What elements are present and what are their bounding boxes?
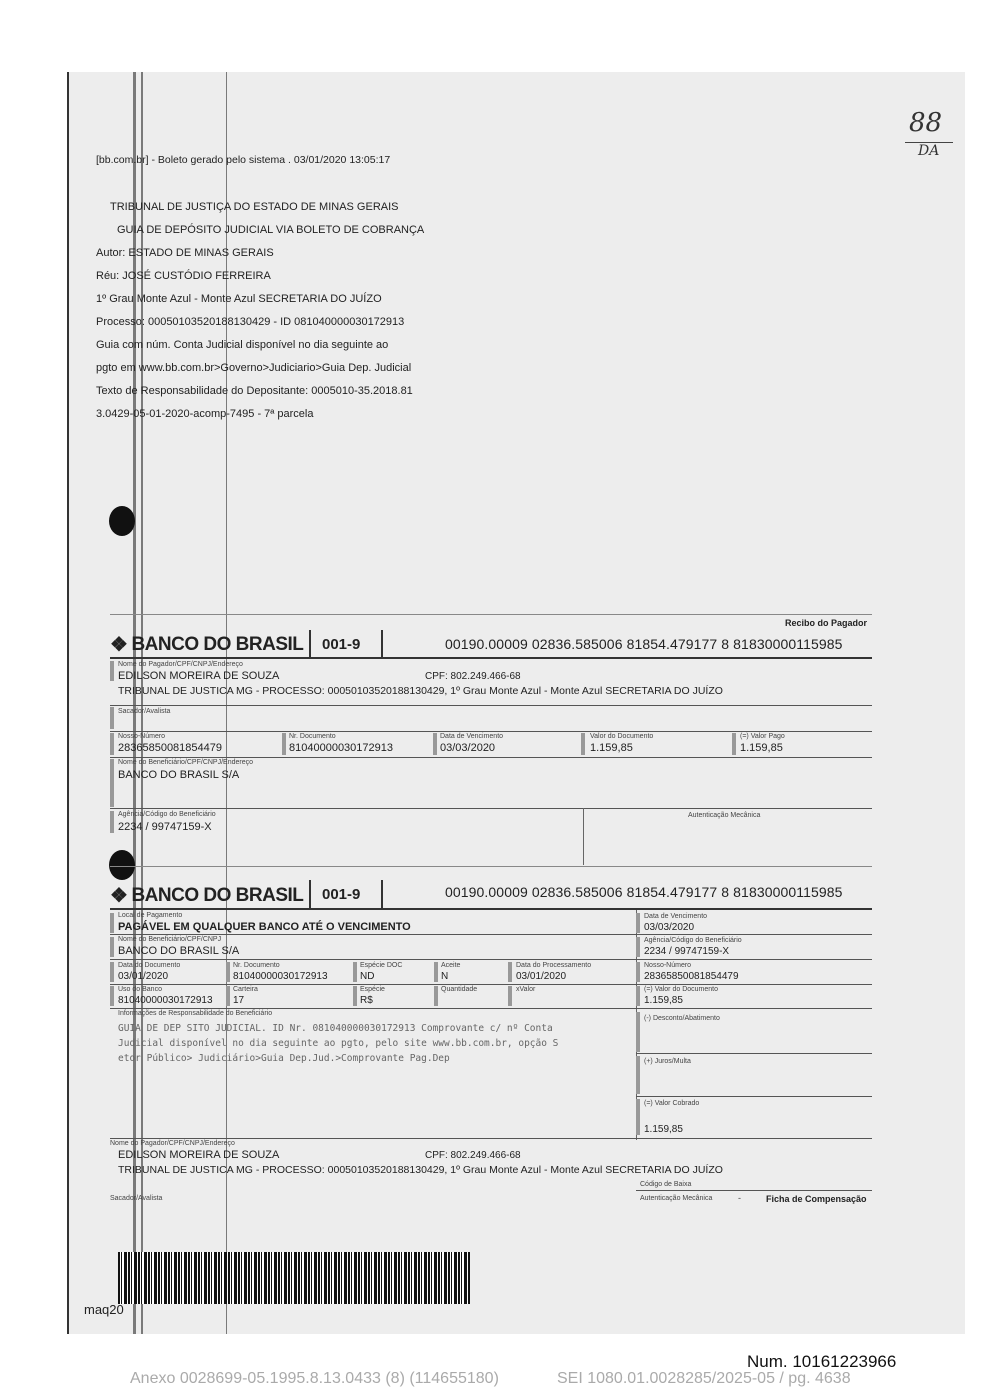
beneficiario-name: BANCO DO BRASIL S/A [118, 769, 240, 781]
scan-mark [433, 733, 437, 755]
nr-documento: 81040000030172913 [233, 971, 328, 982]
scan-mark [434, 986, 438, 1006]
scan-mark [636, 1056, 640, 1094]
local-pagamento: PAGÁVEL EM QUALQUER BANCO ATÉ O VENCIMENTO [118, 921, 411, 933]
field-label: Sacador/Avalista [118, 708, 171, 715]
field-label: Data do Processamento [516, 962, 592, 969]
bank-logo [110, 632, 303, 657]
info-line: Judicial disponível no dia seguinte ao pgto, pelo site www.bb.com.br, opção S [118, 1038, 559, 1049]
scan-mark [581, 733, 585, 755]
recibo-title: Recibo do Pagador [785, 618, 868, 628]
annex-reference: Anexo 0028699-05.1995.8.13.0433 (8) (114655180) [130, 1370, 499, 1387]
rule [636, 1096, 872, 1097]
valor-pago: 1.159,85 [740, 742, 783, 754]
scan-mark [732, 733, 736, 755]
pagador-address: TRIBUNAL DE JUSTICA MG - PROCESSO: 00050103520188130429, 1º Grau Monte Azul - Monte Azul SECRETARIA DO JUÍZO [118, 685, 723, 697]
nosso-numero: 28365850081854479 [644, 971, 739, 982]
scan-mark [282, 733, 286, 755]
guide-line: GUIA DE DEPÓSITO JUDICIAL VIA BOLETO DE COBRANÇA [117, 224, 425, 236]
nosso-numero: 28365850081854479 [118, 742, 223, 754]
field-label: Autenticação Mecânica [640, 1195, 713, 1202]
field-label: Agência/Código do Beneficiário [118, 811, 216, 818]
rule [110, 657, 872, 659]
pagador-name: EDILSON MOREIRA DE SOUZA [118, 1149, 280, 1161]
scan-mark [353, 962, 357, 982]
field-label: Local de Pagamento [118, 912, 183, 919]
bank-code: 001-9 [322, 886, 361, 903]
guide-line: TRIBUNAL DE JUSTIÇA DO ESTADO DE MINAS GERAIS [110, 201, 399, 213]
info-line: GUIA DE DEP SITO JUDICIAL. ID Nr. 081040000030172913 Comprovante c/ nº Conta [118, 1023, 553, 1034]
cut-line [110, 614, 872, 615]
punch-hole [109, 850, 135, 880]
guide-line: Processo: 00050103520188130429 - ID 081040000030172913 [96, 316, 405, 328]
scan-mark [110, 661, 114, 681]
digitable-line: 00190.00009 02836.585006 81854.479177 8 81830000115985 [445, 636, 843, 652]
pagador-cpf: CPF: 802.249.466-68 [425, 671, 521, 682]
scan-mark [110, 962, 114, 982]
field-label: Data de Vencimento [440, 733, 504, 740]
field-label: Uso do Banco [118, 986, 162, 993]
guide-line: 1º Grau Monte Azul - Monte Azul SECRETARIA DO JUÍZO [96, 293, 382, 305]
scan-mark [636, 937, 640, 957]
scan-mark [636, 1099, 640, 1135]
handwritten-page-number: 88 [909, 108, 943, 138]
nr-documento: 81040000030172913 [289, 742, 394, 754]
guide-line: pgto em www.bb.com.br>Governo>Judiciario>Guia Dep. Judicial [96, 362, 412, 374]
divider [309, 880, 311, 908]
data-vencimento: 03/03/2020 [644, 922, 695, 933]
agencia-codigo: 2234 / 99747159-X [644, 946, 730, 957]
scan-mark [110, 733, 114, 755]
field-label: Aceite [441, 962, 461, 969]
rule [110, 908, 872, 910]
scan-mark [636, 986, 640, 1006]
field-label: Nr. Documento [233, 962, 280, 969]
scan-mark [636, 1012, 640, 1052]
guide-line: Autor: ESTADO DE MINAS GERAIS [96, 247, 274, 259]
scan-mark [110, 811, 114, 833]
rule [110, 959, 872, 960]
digitable-line: 00190.00009 02836.585006 81854.479177 8 81830000115985 [445, 884, 843, 900]
field-label: (-) Desconto/Abatimento [644, 1015, 720, 1022]
guide-line: Réu: JOSÉ CUSTÓDIO FERREIRA [96, 270, 271, 282]
separator-dash: - [738, 1193, 741, 1203]
divider [381, 630, 383, 658]
scan-mark [110, 986, 114, 1006]
bb-logo-icon: ❖ [110, 634, 128, 656]
field-label: Autenticação Mecânica [688, 812, 761, 819]
rule [110, 934, 872, 935]
field-label: Código de Baixa [640, 1181, 692, 1188]
divider [583, 808, 584, 865]
field-label: Quantidade [441, 986, 478, 993]
guide-line: Texto de Responsabilidade do Depositante: 0005010-35.2018.81 [96, 385, 413, 397]
scan-mark [508, 962, 512, 982]
bank-name: BANCO DO BRASIL [131, 633, 304, 655]
scan-mark [110, 913, 114, 933]
field-label: Sacador/Avalista [110, 1195, 163, 1202]
field-label: Nome do Pagador/CPF/CNPJ/Endereço [110, 1140, 235, 1147]
cut-line [110, 866, 872, 867]
field-label: Data do Documento [118, 962, 181, 969]
rule [110, 1008, 872, 1009]
pagador-cpf: CPF: 802.249.466-68 [425, 1150, 521, 1161]
bank-code: 001-9 [322, 636, 361, 653]
field-label: Nosso-Número [644, 962, 692, 969]
rule [110, 757, 872, 758]
guide-line: 3.0429-05-01-2020-acomp-7495 - 7ª parcela [96, 408, 314, 420]
aceite: N [441, 971, 449, 982]
rule [636, 1190, 872, 1191]
scan-mark [226, 986, 230, 1006]
rule [110, 705, 872, 706]
field-label: Nome do Pagador/CPF/CNPJ/Endereço [118, 661, 243, 668]
valor-cobrado: 1.159,85 [644, 1124, 683, 1135]
field-label: Agência/Código do Beneficiário [644, 937, 742, 944]
rule [110, 731, 872, 732]
data-documento: 03/01/2020 [118, 971, 169, 982]
info-line: etor Público> Judiciário>Guia Dep.Jud.>Comprovante Pag.Dep [118, 1053, 450, 1064]
scan-mark [353, 986, 357, 1006]
bank-logo [110, 883, 303, 908]
divider [381, 880, 383, 908]
uso-banco: 81040000030172913 [118, 995, 213, 1006]
scan-mark [226, 962, 230, 982]
field-label: Nr. Documento [289, 733, 336, 740]
especie: R$ [360, 995, 373, 1006]
carteira: 17 [233, 995, 245, 1006]
field-label: Informações de Responsabilidade do Beneficiário [118, 1010, 273, 1017]
scan-mark [636, 913, 640, 933]
punch-hole [109, 506, 135, 536]
field-label: (=) Valor Pago [740, 733, 785, 740]
scan-mark [636, 962, 640, 982]
pagador-address: TRIBUNAL DE JUSTICA MG - PROCESSO: 00050103520188130429, 1º Grau Monte Azul - Monte Azul SECRETARIA DO JUÍZO [118, 1164, 723, 1176]
ficha-title: Ficha de Compensação [766, 1194, 867, 1204]
field-label: Data de Vencimento [644, 913, 708, 920]
document-number: Num. 10161223966 [747, 1352, 897, 1371]
valor-documento: 1.159,85 [590, 742, 633, 754]
divider [309, 630, 311, 658]
scan-mark [434, 962, 438, 982]
scan-mark [110, 707, 114, 729]
field-label: Carteira [233, 986, 258, 993]
pagador-name: EDILSON MOREIRA DE SOUZA [118, 670, 280, 682]
field-label: Espécie DOC [360, 962, 403, 969]
field-label: Nosso-Número [118, 733, 166, 740]
sei-reference: SEI 1080.01.0028285/2025-05 / pg. 4638 [557, 1370, 851, 1387]
bank-name: BANCO DO BRASIL [131, 884, 304, 906]
valor-documento: 1.159,85 [644, 995, 683, 1006]
data-processamento: 03/01/2020 [516, 971, 567, 982]
field-label: (=) Valor Cobrado [644, 1100, 700, 1107]
scan-mark [110, 759, 114, 807]
rule [636, 1053, 872, 1054]
field-label: Valor do Documento [590, 733, 654, 740]
rule [110, 984, 872, 985]
machine-id: maq20 [84, 1302, 124, 1317]
handwritten-initials: DA [918, 143, 940, 159]
field-label: (=) Valor do Documento [644, 986, 718, 993]
scan-mark [508, 986, 512, 1006]
rule [110, 808, 872, 809]
field-label: Nome do Beneficiário/CPF/CNPJ [118, 936, 222, 943]
data-vencimento: 03/03/2020 [440, 742, 496, 754]
system-header: [bb.com.br] - Boleto gerado pelo sistema . 03/01/2020 13:05:17 [96, 154, 391, 166]
scan-mark [110, 937, 114, 957]
agencia-codigo: 2234 / 99747159-X [118, 821, 212, 833]
beneficiario-name: BANCO DO BRASIL S/A [118, 945, 240, 957]
guide-line: Guia com núm. Conta Judicial disponível no dia seguinte ao [96, 339, 389, 351]
boleto-barcode [118, 1252, 470, 1304]
field-label: Nome do Beneficiário/CPF/CNPJ/Endereço [118, 759, 254, 766]
especie-doc: ND [360, 971, 375, 982]
field-label: (+) Juros/Multa [644, 1058, 691, 1065]
bb-logo-icon: ❖ [110, 885, 128, 907]
field-label: xValor [516, 986, 536, 993]
field-label: Espécie [360, 986, 385, 993]
rule [110, 1138, 872, 1139]
